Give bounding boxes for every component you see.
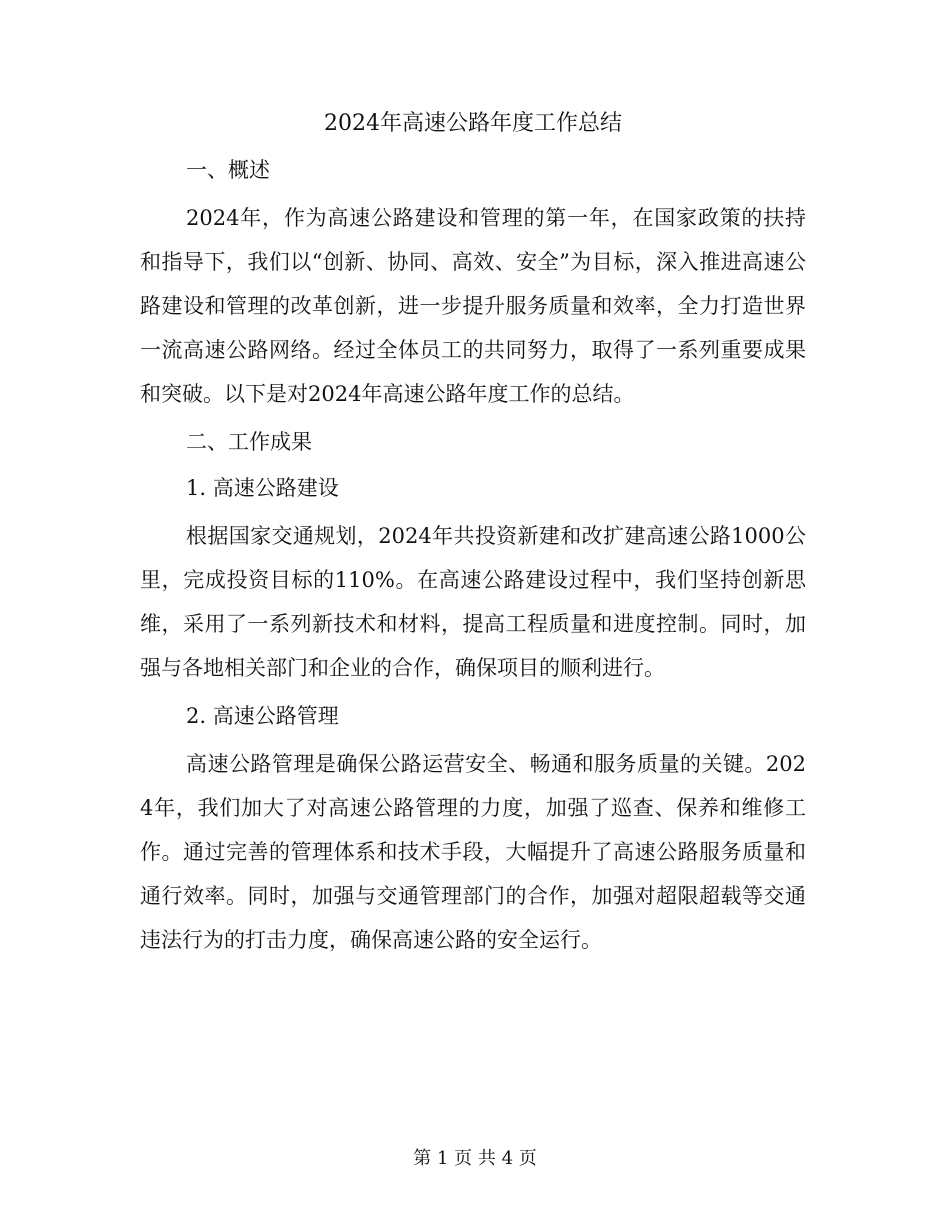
overview-paragraph: 2024年，作为高速公路建设和管理的第一年，在国家政策的扶持和指导下，我们以“创新、协同、高效、安全”为目标，深入推进高速公路建设和管理的改革创新，进一步提升服务质量和效率，全力打造世界一流高速公路网络。经过全体员工的共同努力，取得了一系列重要成果和突破。以下是对2024年高速公路年度工作的总结。 [140, 206, 806, 406]
management-paragraph: 高速公路管理是确保公路运营安全、畅通和服务质量的关键。2024年，我们加大了对高速公路管理的力度，加强了巡查、保养和维修工作。通过完善的管理体系和技术手段，大幅提升了高速公路服务质量和通行效率。同时，加强与交通管理部门的合作，加强对超限超载等交通违法行为的打击力度，确保高速公路的安全运行。 [140, 752, 806, 952]
document-title: 2024年高速公路年度工作总结 [324, 111, 622, 136]
subsection-heading-construction: 1. 高速公路建设 [186, 476, 339, 500]
construction-paragraph: 根据国家交通规划，2024年共投资新建和改扩建高速公路1000公里，完成投资目标的110%。在高速公路建设过程中，我们坚持创新思维，采用了一系列新技术和材料，提高工程质量和进度控制。同时，加强与各地相关部门和企业的合作，确保项目的顺利进行。 [140, 524, 806, 680]
document-body [140, 104, 806, 968]
section-heading-results: 二、工作成果 [186, 430, 312, 454]
subsection-heading-management: 2. 高速公路管理 [186, 704, 339, 728]
section-heading-overview: 一、概述 [186, 158, 270, 182]
page-number-footer: 第 1 页 共 4 页 [413, 1148, 537, 1169]
